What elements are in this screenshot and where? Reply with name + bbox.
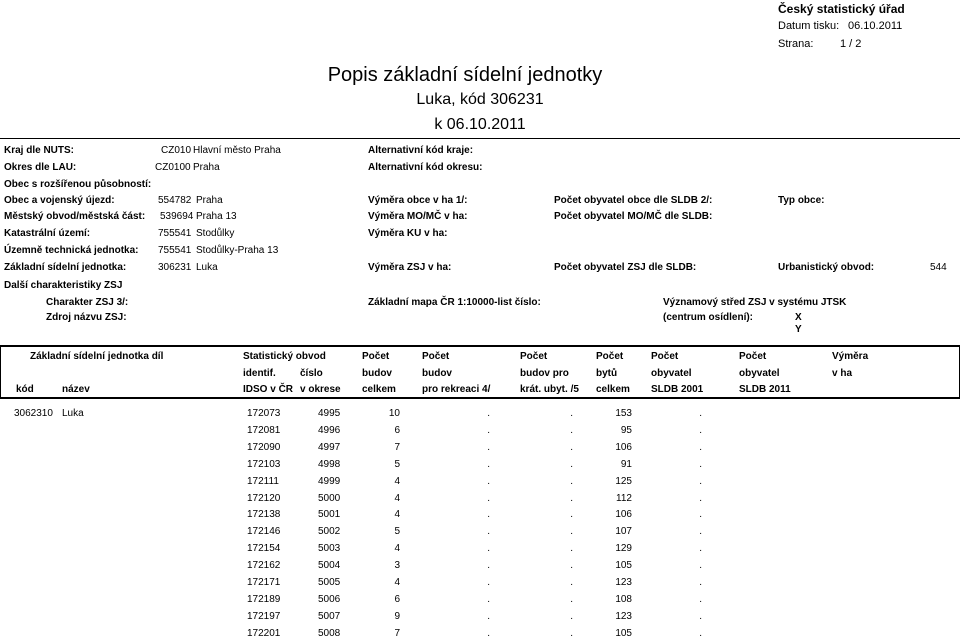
cell-rekreace: .	[487, 577, 490, 588]
table-row	[0, 476, 960, 492]
cell-byty: 106	[615, 509, 632, 521]
cell-budov: 9	[394, 610, 400, 622]
office-name: Český statistický úřad	[778, 2, 905, 16]
th-budov-2: budov	[422, 368, 452, 379]
mestsky-name: Praha 13	[196, 211, 237, 222]
table-row	[0, 493, 960, 509]
cell-budov: 4	[394, 509, 400, 521]
cell-krat-ubyt: .	[570, 492, 573, 504]
lau-code: CZ0100	[155, 162, 191, 173]
cell-krat-ubyt: .	[570, 577, 573, 588]
th-pocet-6: Počet	[739, 351, 767, 362]
cell-kod: 3062310	[14, 408, 53, 419]
table-row	[0, 594, 960, 610]
cell-sldb-2001: .	[699, 560, 702, 572]
katastr-code: 755541	[158, 228, 192, 239]
cell-okres: 4995	[318, 408, 341, 419]
cell-byty: 125	[615, 475, 632, 487]
page-number: 1 / 2	[840, 38, 862, 50]
cell-budov: 6	[394, 424, 400, 436]
cell-okres: 5002	[318, 526, 341, 538]
page-subtitle: Luka, kód 306231	[416, 91, 544, 108]
th-cislo: číslo	[300, 368, 323, 379]
alt-okres-label: Alternativní kód okresu:	[368, 162, 483, 173]
th-nazev: název	[62, 384, 90, 395]
mapa-label: Základní mapa ČR 1:10000-list číslo:	[368, 297, 541, 308]
th-pocet-2: Počet	[422, 351, 450, 362]
th-kod: kód	[16, 384, 34, 395]
cell-byty: 108	[615, 593, 632, 605]
pocet-obce-label: Počet obyvatel obce dle SLDB 2/:	[554, 195, 713, 206]
cell-sldb-2001: .	[699, 627, 702, 639]
table-row	[0, 442, 960, 458]
table-row	[0, 459, 960, 475]
cell-sldb-2001: .	[699, 408, 702, 419]
cell-okres: 5003	[318, 543, 341, 555]
utj-label: Územně technická jednotka:	[4, 245, 139, 256]
cell-budov: 7	[394, 627, 400, 639]
cell-idso: 172090	[247, 441, 281, 453]
th-zsj-dil: Základní sídelní jednotka díl	[30, 351, 164, 362]
th-idso: IDSO v ČR	[243, 384, 294, 395]
cell-krat-ubyt: .	[570, 560, 573, 572]
cell-rekreace: .	[487, 424, 490, 436]
table-row	[0, 509, 960, 525]
obec-label: Obec a vojenský újezd:	[4, 195, 115, 206]
zsj-label: Základní sídelní jednotka:	[4, 262, 127, 273]
urban-value: 544	[930, 262, 947, 273]
cell-idso: 172120	[247, 492, 281, 504]
cell-krat-ubyt: .	[570, 610, 573, 622]
table-left-border	[0, 345, 1, 399]
cell-budov: 6	[394, 593, 400, 605]
page-title: Popis základní sídelní jednotky	[327, 64, 603, 86]
nuts-name: Hlavní město Praha	[193, 145, 281, 156]
orp-label: Obec s rozšířenou působností:	[4, 179, 152, 190]
cell-idso: 172138	[247, 509, 281, 521]
cell-idso: 172197	[247, 610, 281, 622]
print-date: 06.10.2011	[848, 20, 903, 32]
print-date-label: Datum tisku:	[778, 20, 840, 32]
vymera-mo-label: Výměra MO/MČ v ha:	[368, 211, 468, 222]
cell-idso: 172146	[247, 526, 281, 538]
cell-byty: 107	[615, 526, 632, 538]
th-bytu: bytů	[596, 368, 618, 379]
cell-okres: 4999	[318, 475, 341, 487]
cell-krat-ubyt: .	[570, 509, 573, 521]
mestsky-label: Městský obvod/městská část:	[4, 211, 146, 222]
cell-sldb-2001: .	[699, 593, 702, 605]
table-row	[0, 611, 960, 627]
cell-sldb-2001: .	[699, 543, 702, 555]
table-header-bottom-border	[0, 397, 960, 399]
th-pro-rekreaci: pro rekreaci 4/	[422, 384, 491, 395]
centrum-label: (centrum osídlení):	[663, 312, 754, 323]
th-budov-1: budov	[362, 368, 392, 379]
cell-okres: 4997	[318, 441, 341, 453]
cell-budov: 4	[394, 543, 400, 555]
lau-label: Okres dle LAU:	[4, 162, 77, 173]
cell-okres: 5004	[318, 560, 341, 572]
cell-rekreace: .	[487, 560, 490, 572]
zsj-code: 306231	[158, 262, 192, 273]
pocet-mo-label: Počet obyvatel MO/MČ dle SLDB:	[554, 211, 713, 222]
lau-name: Praha	[193, 162, 220, 173]
th-budov-pro: budov pro	[520, 368, 569, 379]
cell-okres: 4996	[318, 424, 341, 436]
cell-sldb-2001: .	[699, 509, 702, 521]
nuts-label: Kraj dle NUTS:	[4, 145, 75, 156]
cell-idso: 172201	[247, 627, 281, 639]
date-line: k 06.10.2011	[434, 116, 526, 133]
y-label: Y	[795, 324, 802, 335]
cell-budov: 10	[388, 408, 400, 419]
cell-idso: 172081	[247, 424, 281, 436]
cell-krat-ubyt: .	[570, 543, 573, 555]
cell-nazev: Luka	[62, 408, 84, 419]
zsj-name: Luka	[196, 262, 218, 273]
cell-idso: 172162	[247, 560, 281, 572]
typ-obce-label: Typ obce:	[778, 195, 825, 206]
mestsky-code: 539694	[160, 211, 194, 222]
th-krat-ubyt: krát. ubyt. /5	[520, 384, 579, 395]
cell-rekreace: .	[487, 627, 490, 639]
cell-byty: 105	[615, 560, 632, 572]
cell-byty: 106	[615, 441, 632, 453]
pocet-zsj-label: Počet obyvatel ZSJ dle SLDB:	[554, 262, 697, 273]
th-celkem-1: celkem	[362, 384, 396, 395]
th-v-ha: v ha	[832, 368, 853, 379]
cell-okres: 5000	[318, 492, 341, 504]
cell-idso: 172103	[247, 458, 281, 470]
cell-byty: 153	[615, 408, 632, 419]
cell-krat-ubyt: .	[570, 441, 573, 453]
urban-label: Urbanistický obvod:	[778, 262, 875, 273]
katastr-label: Katastrální území:	[4, 228, 91, 239]
x-label: X	[795, 312, 802, 323]
utj-code: 755541	[158, 245, 192, 256]
divider	[0, 138, 960, 139]
cell-idso: 172073	[247, 408, 281, 419]
nuts-code: CZ010	[161, 145, 192, 156]
cell-sldb-2001: .	[699, 526, 702, 538]
cell-krat-ubyt: .	[570, 526, 573, 538]
th-stat-obvod: Statistický obvod	[243, 351, 326, 362]
table-row	[0, 560, 960, 576]
table-row	[0, 408, 960, 424]
cell-budov: 4	[394, 577, 400, 588]
utj-name: Stodůlky-Praha 13	[196, 245, 279, 256]
th-pocet-1: Počet	[362, 351, 390, 362]
cell-budov: 5	[394, 458, 400, 470]
cell-sldb-2001: .	[699, 441, 702, 453]
th-pocet-3: Počet	[520, 351, 548, 362]
cell-idso: 172111	[247, 475, 279, 487]
zdroj-label: Zdroj názvu ZSJ:	[46, 312, 127, 323]
cell-krat-ubyt: .	[570, 408, 573, 419]
cell-byty: 123	[615, 577, 632, 588]
cell-byty: 105	[615, 627, 632, 639]
page-label: Strana:	[778, 38, 814, 50]
katastr-name: Stodůlky	[196, 228, 235, 239]
th-celkem-2: celkem	[596, 384, 630, 395]
cell-rekreace: .	[487, 593, 490, 605]
cell-sldb-2001: .	[699, 475, 702, 487]
cell-byty: 91	[620, 458, 632, 470]
cell-okres: 4998	[318, 458, 341, 470]
th-v-okrese: v okrese	[300, 384, 341, 395]
cell-budov: 5	[394, 526, 400, 538]
th-sldb-2001: SLDB 2001	[651, 384, 704, 395]
cell-byty: 112	[616, 492, 632, 504]
th-vymera: Výměra	[832, 351, 869, 362]
cell-okres: 5006	[318, 593, 341, 605]
cell-rekreace: .	[487, 526, 490, 538]
table-row	[0, 425, 960, 441]
cell-rekreace: .	[487, 458, 490, 470]
cell-rekreace: .	[487, 441, 490, 453]
th-sldb-2011: SLDB 2011	[739, 384, 791, 395]
dalsi-label: Další charakteristiky ZSJ	[4, 280, 123, 291]
cell-sldb-2001: .	[699, 492, 702, 504]
vymera-zsj-label: Výměra ZSJ v ha:	[368, 262, 452, 273]
obec-name: Praha	[196, 195, 223, 206]
cell-krat-ubyt: .	[570, 627, 573, 639]
cell-okres: 5008	[318, 627, 341, 639]
cell-sldb-2001: .	[699, 610, 702, 622]
cell-idso: 172154	[247, 543, 281, 555]
cell-idso: 172171	[247, 577, 281, 588]
cell-okres: 5007	[318, 610, 341, 622]
stred-label: Významový střed ZSJ v systému JTSK	[663, 297, 847, 308]
cell-rekreace: .	[487, 509, 490, 521]
cell-rekreace: .	[487, 610, 490, 622]
obec-code: 554782	[158, 195, 192, 206]
th-obyvatel-1: obyvatel	[651, 368, 692, 379]
cell-budov: 3	[394, 560, 400, 572]
th-pocet-5: Počet	[651, 351, 679, 362]
th-identif: identif.	[243, 368, 276, 379]
cell-sldb-2001: .	[699, 424, 702, 436]
th-pocet-4: Počet	[596, 351, 624, 362]
alt-kraj-label: Alternativní kód kraje:	[368, 145, 474, 156]
cell-krat-ubyt: .	[570, 458, 573, 470]
cell-byty: 129	[615, 543, 632, 555]
cell-sldb-2001: .	[699, 577, 702, 588]
cell-sldb-2001: .	[699, 458, 702, 470]
cell-rekreace: .	[487, 492, 490, 504]
cell-krat-ubyt: .	[570, 424, 573, 436]
cell-budov: 4	[394, 492, 400, 504]
cell-idso: 172189	[247, 593, 281, 605]
table-row	[0, 526, 960, 542]
table-row	[0, 577, 960, 593]
vymera-ku-label: Výměra KU v ha:	[368, 228, 448, 239]
cell-krat-ubyt: .	[570, 475, 573, 487]
cell-rekreace: .	[487, 543, 490, 555]
cell-krat-ubyt: .	[570, 593, 573, 605]
th-obyvatel-2: obyvatel	[739, 368, 780, 379]
charakter-label: Charakter ZSJ 3/:	[46, 297, 129, 308]
cell-rekreace: .	[487, 475, 490, 487]
table-row	[0, 543, 960, 559]
cell-byty: 123	[615, 610, 632, 622]
cell-okres: 5005	[318, 577, 341, 588]
vymera-obce-label: Výměra obce v ha 1/:	[368, 195, 468, 206]
cell-budov: 4	[394, 475, 400, 487]
cell-okres: 5001	[318, 509, 341, 521]
table-top-border	[0, 345, 960, 347]
cell-rekreace: .	[487, 408, 490, 419]
cell-byty: 95	[620, 424, 632, 436]
cell-budov: 7	[394, 441, 400, 453]
